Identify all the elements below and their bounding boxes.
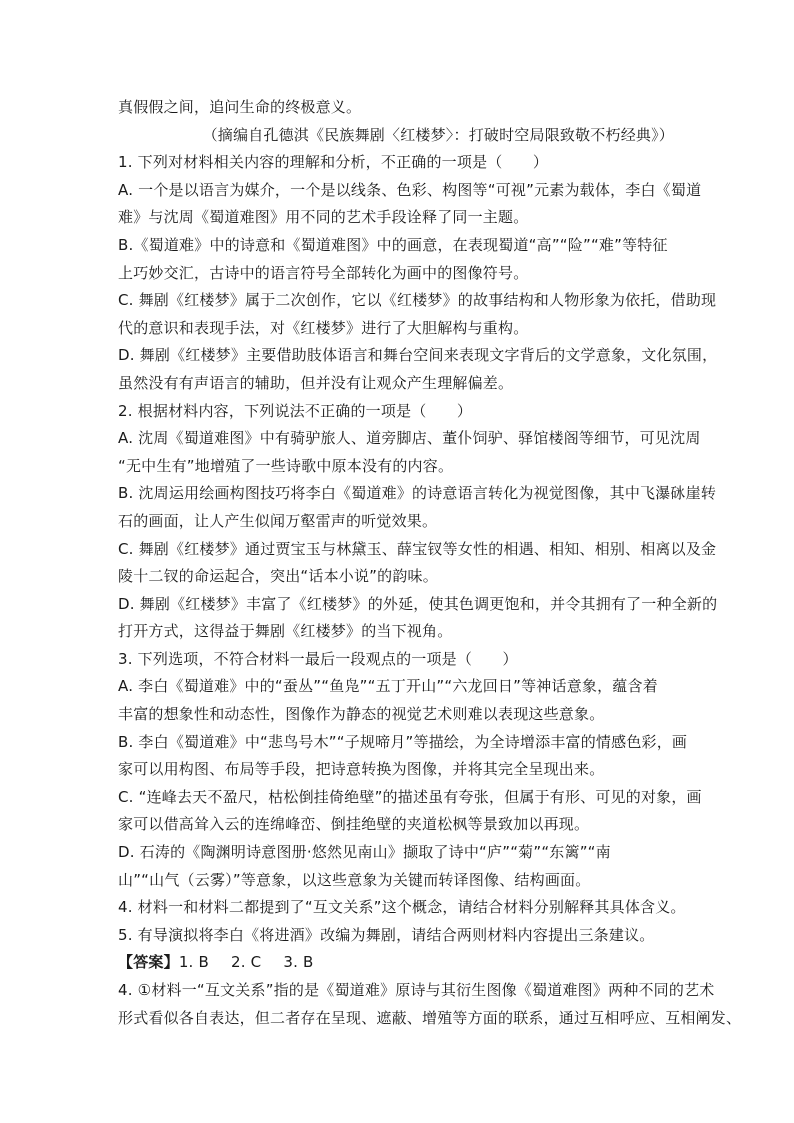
q3-option-c: C. “连峰去天不盈尺，枯松倒挂倚绝壁”的描述虽有夸张，但属于有形、可见的对象，画 [118, 787, 702, 806]
q1-option-c: C. 舞剧《红楼梦》属于二次创作，它以《红楼梦》的故事结构和人物形象为依托，借助现 [118, 291, 717, 310]
q2-option-c-cont: 陵十二钗的命运起合，突出“话本小说”的韵味。 [118, 567, 438, 586]
q2-option-a: A. 沈周《蜀道难图》中有骑驴旅人、道旁脚店、董仆饲驴、驿馆楼阁等细节，可见沈周 [118, 429, 701, 448]
q2-option-b-cont: 石的画面，让人产生似闻万壑雷声的听觉效果。 [118, 511, 438, 530]
q2-option-a-cont: “无中生有”地增殖了一些诗歌中原本没有的内容。 [118, 456, 454, 475]
q3-option-b: B. 李白《蜀道难》中“悲鸟号木”“子规啼月”等描绘，为全诗增添丰富的情感色彩，画 [118, 732, 688, 751]
question-5: 5. 有导演拟将李白《将进酒》改编为舞剧，请结合两则材料内容提出三条建议。 [118, 925, 655, 944]
q1-option-a-cont: 难》与沈周《蜀道难图》用不同的艺术手段诠释了同一主题。 [118, 208, 529, 227]
q3-option-c-cont: 家可以借高耸入云的连绵峰峦、倒挂绝壁的夹道松枫等景致加以再现。 [118, 815, 590, 834]
q1-option-d-cont: 虽然没有有声语言的辅助，但并没有让观众产生理解偏差。 [118, 373, 514, 392]
q2-option-d-cont: 打开方式，这得益于舞剧《红楼梦》的当下视角。 [118, 622, 453, 641]
question-3: 3. 下列选项，不符合材料一最后一段观点的一项是（ ） [118, 649, 518, 668]
q3-option-d-cont: 山”“山气（云雾）”等意象，以这些意象为关键而转译图像、结构画面。 [118, 870, 591, 889]
question-4: 4. 材料一和材料二都提到了“互文关系”这个概念，请结合材料分别解释其具体含义。 [118, 898, 686, 917]
q2-option-c: C. 舞剧《红楼梦》通过贾宝玉与林黛玉、薛宝钗等女性的相遇、相知、相别、相离以及金 [118, 539, 717, 558]
q1-option-b-cont: 上巧妙交汇，古诗中的语言符号全部转化为画中的图像符号。 [118, 263, 529, 282]
answer-item: 1. B [178, 953, 209, 972]
question-2: 2. 根据材料内容，下列说法不正确的一项是（ ） [118, 401, 473, 420]
q2-option-b: B. 沈周运用绘画构图技巧将李白《蜀道难》的诗意语言转化为视觉图像，其中飞瀑砯崖转 [118, 484, 717, 503]
answer-item: 2. C [230, 953, 262, 972]
q1-option-d: D. 舞剧《红楼梦》主要借助肢体语言和舞台空间来表现文字背后的文学意象，文化氛围， [118, 346, 718, 365]
answer-4-line: 4. ①材料一“互文关系”指的是《蜀道难》原诗与其衍生图像《蜀道难图》两种不同的艺术 [118, 981, 715, 999]
q1-option-a: A. 一个是以语言为媒介，一个是以线条、色彩、构图等“可视”元素为载体，李白《蜀道 [118, 180, 702, 199]
q3-option-a-cont: 丰富的想象性和动态性，图像作为静态的视觉艺术则难以表现这些意象。 [118, 705, 605, 724]
answer-label: 【答案】 [118, 953, 179, 972]
q3-option-a: A. 李白《蜀道难》中的“蚕丛”“鱼凫”“五丁开山”“六龙回日”等神话意象，蕴含着 [118, 677, 658, 696]
q2-option-d: D. 舞剧《红楼梦》丰富了《红楼梦》的外延，使其色调更饱和，并令其拥有了一种全新的 [118, 594, 718, 613]
text-line: 真假假之间，追问生命的终极意义。 [118, 98, 362, 116]
document-body [118, 94, 742, 1032]
answer-item: 3. B [283, 953, 314, 972]
q1-option-c-cont: 代的意识和表现手法，对《红楼梦》进行了大胆解构与重构。 [118, 318, 529, 337]
answer-line [118, 949, 674, 977]
q3-option-b-cont: 家可以用构图、布局等手段，把诗意转换为图像，并将其完全呈现出来。 [118, 760, 605, 779]
q3-option-d: D. 石涛的《陶渊明诗意图册·悠然见南山》撷取了诗中“庐”“菊”“东篱”“南 [118, 843, 611, 862]
question-1: 1. 下列对材料相关内容的理解和分析，不正确的一项是（ ） [118, 153, 549, 172]
answer-4-line: 形式看似各自表达，但二者存在呈现、遮蔽、增殖等方面的联系，通过互相呼应、互相阐发、 [118, 1008, 742, 1027]
source-citation: （摘编自孔德淇《民族舞剧〈红楼梦〉：打破时空局限致敬不朽经典》） [202, 125, 674, 144]
q1-option-b: B.《蜀道难》中的诗意和《蜀道难图》中的画意，在表现蜀道“高”“险”“难”等特征 [118, 235, 668, 254]
